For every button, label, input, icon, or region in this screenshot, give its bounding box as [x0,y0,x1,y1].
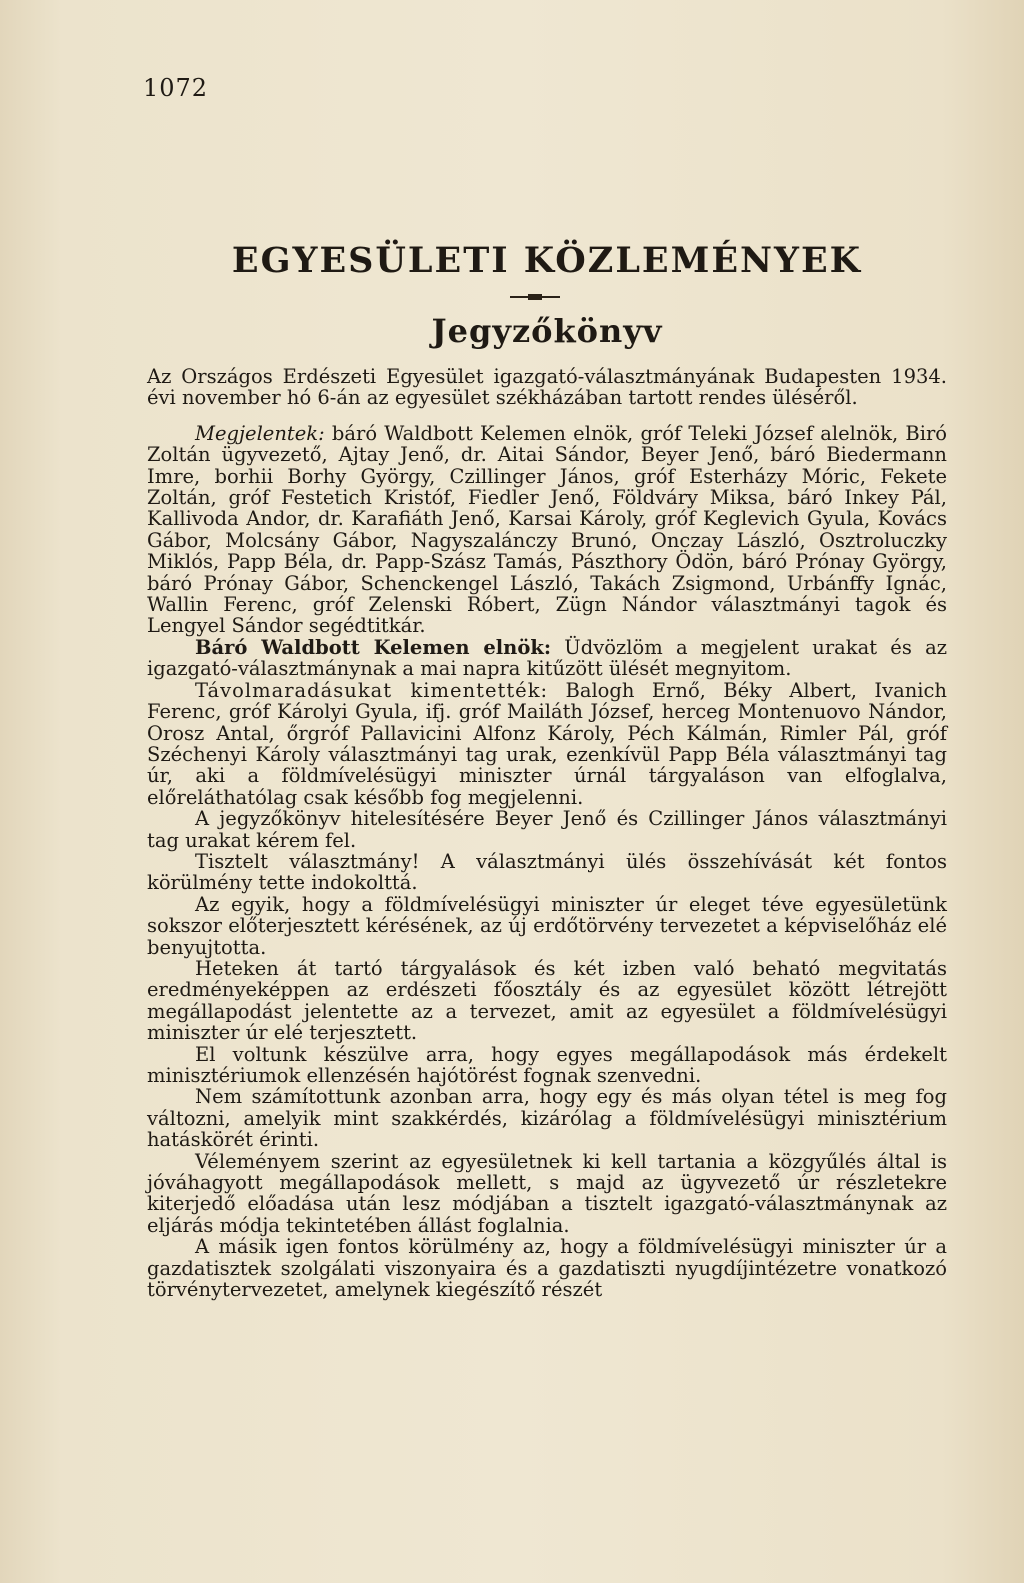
paragraph: Nem számítottunk azonban arra, hogy egy és más olyan tétel is meg fog változni, amelyik mint szakkérdés, kizárólag a földmívelésügyi minisztérium hatáskörét érinti. [147,1085,947,1152]
attendees-list: báró Waldbott Kelemen elnök, gróf Teleki József alelnök, Biró Zoltán ügyvezető, Ajtay Jenő, dr. Aitai Sándor, Beyer Jenő, báró Biedermann Imre, borhii Borhy György, Czillinger János, gróf Esterházy Móric, Fekete Zoltán, gróf Festetich Kristóf, Fiedler Jenő, Földváry Miksa, báró Inkey Pál, Kallivoda Andor, dr. Karafiáth Jenő, Karsai Károly, gróf Keglevich Gyula, Kovács Gábor, Molcsány Gábor, Nagyszalánczy Brunó, Onczay László, Osztroluczky Miklós, Papp Béla, dr. Papp-Szász Tamás, Pászthory Ödön, báró Prónay György, báró Prónay Gábor, Schenckengel László, Takách Zsigmond, Urbánffy Ignác, Wallin Ferenc, gróf Zelenski Róbert, Zügn Nándor választmányi tagok és Lengyel Sándor segédtitkár. [147,421,948,638]
attendees-paragraph [147,423,947,637]
absentees-lead: Távolmaradásukat kimentették: [195,678,549,702]
absentees-paragraph [147,680,947,808]
paragraph: El voltunk készülve arra, hogy egyes megállapodások más érdekelt minisztériumok ellenzésén hajótörést fognak szenvedni. [147,1042,947,1087]
document-title: Jegyzőkönyv [431,312,663,350]
attendees-lead: Megjelentek: [195,421,325,445]
paragraph: Az egyik, hogy a földmívelésügyi miniszter úr eleget téve egyesületünk sokszor előterjesztett kérésének, az új erdőtörvény tervezetet a képviselőház elé benyujtotta. [147,892,947,959]
page-number: 1072 [143,74,209,102]
speaker-name: Báró Waldbott Kelemen elnök: [195,635,552,659]
intro-paragraph [147,366,947,409]
paragraph: Heteken át tartó tárgyalások és két izben való beható megvitatás eredményeképpen az erdészeti főosztály és az egyesület között létrejött megállapodást jelentette az a tervezet, amit az egyesület a földmívelésügyi miniszter úr elé terjesztett. [147,956,947,1045]
paragraph: Véleményem szerint az egyesületnek ki kell tartania a közgyűlés által is jóváhagyott megállapodások mellett, s majd az ügyvezető úr részletekre kiterjedő előadása után lesz módjában a tisztelt igazgató-választmánynak az eljárás módja tekintetében állást foglalnia. [147,1149,947,1237]
intro-text: Az Országos Erdészeti Egyesület igazgató-választmányának Budapesten 1934. évi november hó 6-án az egyesület székházában tartott rendes üléséről. [147,365,947,410]
paragraph: A másik igen fontos körülmény az, hogy a földmívelésügyi miniszter úr a gazdatisztek szolgálati viszonyaira és a gazdatiszti nyugdíjintézetre vonatkozó törvénytervezetet, amelynek kiegészítő részét [147,1235,947,1302]
paragraph: Tisztelt választmány! A választmányi ülés összehívását két fontos körülmény tette indokolttá. [147,849,947,895]
body-text [147,366,947,1300]
absentees-text: Balogh Ernő, Béky Albert, Ivanich Ferenc, gróf Károlyi Gyula, ifj. gróf Mailáth József, herceg Montenuovo Nándor, Orosz Antal, őrgróf Pallavicini Alfonz Károly, Péch Kálmán, Rimler Pál, gróf Széchenyi Károly választmányi tag urak, ezenkívül Papp Béla választmányi tag úr, aki a földmívelésügyi miniszter úrnál tárgyaláson van elfoglalva, előreláthatólag csak később fog megjelenni. [147,678,947,809]
opening-paragraph [147,637,947,680]
section-title: EGYESÜLETI KÖZLEMÉNYEK [231,240,863,281]
title-ornament [510,296,560,298]
opening-text: Üdvözlöm a megjelent urakat és az igazgató-választmánynak a mai napra kitűzött ülését megnyitom. [147,635,947,681]
paragraph: A jegyzőkönyv hitelesítésére Beyer Jenő és Czillinger János választmányi tag urakat kérem fel. [147,807,947,852]
